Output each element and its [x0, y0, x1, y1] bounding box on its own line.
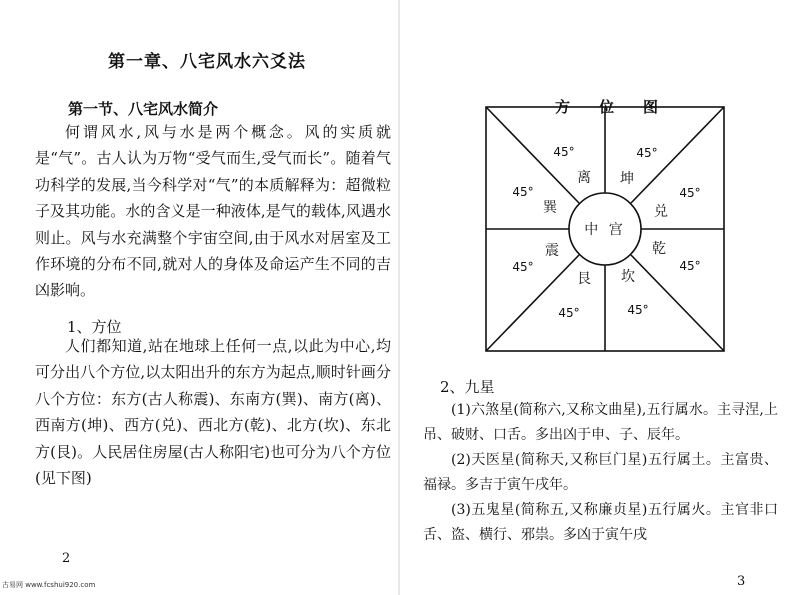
center-palace-label: 中 宫 — [584, 222, 626, 238]
nine-stars-list — [423, 398, 778, 548]
subheading-nine-stars: 2、九星 — [440, 378, 495, 396]
star-item-wugui: (3)五鬼星(简称五,又称廉贞星)五行属火。主官非口舌、盗、横行、邪祟。多凶于寅午戌 — [423, 502, 778, 543]
trigram-gen: 艮 — [577, 271, 591, 287]
bagua-direction-diagram — [485, 106, 725, 352]
page-number-right: 3 — [737, 574, 746, 589]
trigram-qian: 乾 — [652, 241, 666, 257]
degree-label: 45° — [636, 146, 658, 160]
trigram-li: 离 — [577, 170, 591, 186]
intro-paragraph: 何谓风水,风与水是两个概念。风的实质就是“气”。古人认为万物“受气而生,受气而长”。随着气功科学的发展,当今科学对“气”的本质解释为：超微粒子及其功能。水的含义是一种液体,是气的载体,风遇水则止。风与水充满整个宇宙空间,由于风水对居室及工作环境的分布不同,就对人的身体及命运产生不同的吉凶影响。 — [35, 123, 391, 300]
star-item-tianyi: (2)天医星(简称天,又称巨门星)五行属土。主富贵、福禄。多吉于寅午戌年。 — [423, 452, 778, 493]
trigram-zhen: 震 — [545, 243, 559, 259]
diagram-title: 方位图 — [555, 98, 688, 116]
trigram-kun: 坤 — [620, 171, 634, 187]
trigram-xun: 巽 — [543, 200, 557, 216]
direction-paragraph: 人们都知道,站在地球上任何一点,以此为中心,均可分出八个方位,以太阳出升的东方为起点,顺时针画分八个方位：东方(古人称震)、东南方(巽)、南方(离)、西南方(坤)、西方(兑)、西北方(乾)、北方(坎)、东北方(艮)。人民居住房屋(古人称阳宅)也可分为八个方位(见下图) — [35, 337, 391, 488]
footer-watermark: 古易网 www.fcshui920.com — [2, 581, 96, 589]
degree-label: 45° — [553, 145, 575, 159]
page-fold — [398, 0, 400, 595]
degree-label: 45° — [512, 260, 534, 274]
degree-label: 45° — [679, 259, 701, 273]
degree-label: 45° — [679, 186, 701, 200]
section-title: 第一节、八宅风水简介 — [68, 100, 219, 118]
page-number-left: 2 — [62, 551, 71, 566]
trigram-kan: 坎 — [621, 269, 635, 285]
degree-label: 45° — [558, 306, 580, 320]
degree-label: 45° — [512, 185, 534, 199]
degree-label: 45° — [627, 303, 649, 317]
chapter-title: 第一章、八宅风水六爻法 — [108, 52, 306, 72]
star-item-liusha: (1)六煞星(简称六,又称文曲星),五行属水。主寻涅,上吊、破财、口舌。多出凶于申、子、辰年。 — [423, 402, 778, 443]
subheading-direction: 1、方位 — [67, 318, 122, 336]
trigram-dui: 兑 — [654, 204, 668, 220]
